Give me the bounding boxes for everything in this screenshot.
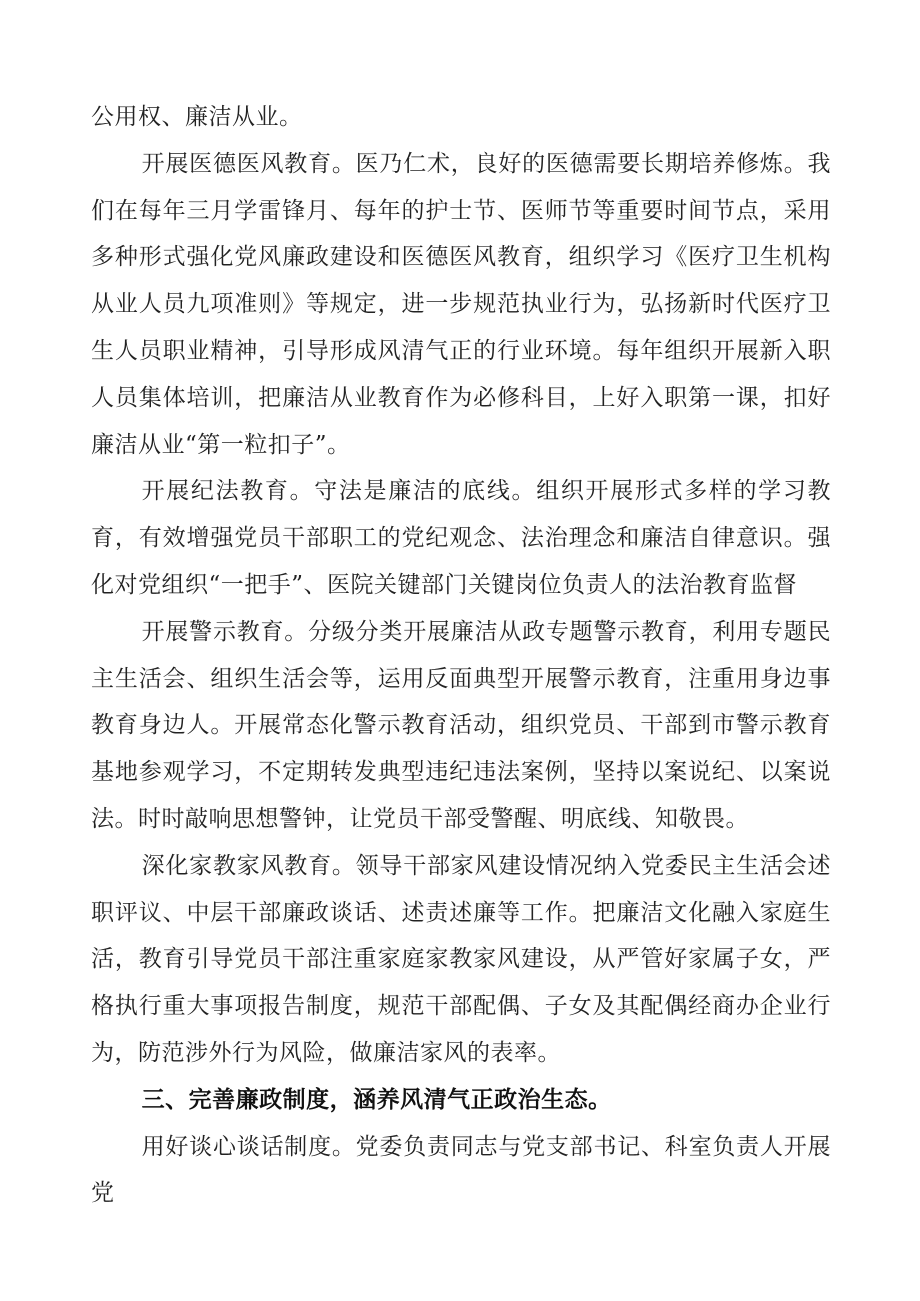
paragraph-medical-ethics-education: 开展医德医风教育。医乃仁术，良好的医德需要长期培养修炼。我们在每年三月学雷锋月、每年的护士节、医师节等重要时间节点，采用多种形式强化党风廉政建设和医德医风教育，组织学习《医疗卫生机构从业人员九项准则》等规定，进一步规范执业行为，弘扬新时代医疗卫生人员职业精神，引导形成风清气正的行业环境。每年组织开展新入职人员集体培训，把廉洁从业教育作为必修科目，上好入职第一课，扣好廉洁从业“第一粒扣子”。 bbox=[91, 150, 831, 458]
paragraph-discipline-law-education: 开展纪法教育。守法是廉洁的底线。组织开展形式多样的学习教育，有效增强党员干部职工的党纪观念、法治理念和廉洁自律意识。强化对党组织“一把手”、医院关键部门关键岗位负责人的法治教育监督 bbox=[91, 478, 831, 598]
paragraph-continuation: 公用权、廉洁从业。 bbox=[91, 104, 303, 130]
section-heading: 三、完善廉政制度，涵养风清气正政治生态。 bbox=[141, 1086, 612, 1113]
paragraph-family-style-education: 深化家教家风教育。领导干部家风建设情况纳入党委民主生活会述职评议、中层干部廉政谈话、述责述廉等工作。把廉洁文化融入家庭生活，教育引导党员干部注重家庭家教家风建设，从严管好家属子女，严格执行重大事项报告制度，规范干部配偶、子女及其配偶经商办企业行为，防范涉外行为风险，做廉洁家风的表率。 bbox=[91, 852, 831, 1066]
paragraph-warning-education: 开展警示教育。分级分类开展廉洁从政专题警示教育，利用专题民主生活会、组织生活会等，运用反面典型开展警示教育，注重用身边事教育身边人。开展常态化警示教育活动，组织党员、干部到市警示教育基地参观学习，不定期转发典型违纪违法案例，坚持以案说纪、以案说法。时时敲响思想警钟，让党员干部受警醒、明底线、知敬畏。 bbox=[91, 618, 831, 832]
paragraph-heart-to-heart-talks: 用好谈心谈话制度。党委负责同志与党支部书记、科室负责人开展党 bbox=[91, 1133, 831, 1207]
document-body bbox=[91, 94, 831, 1217]
